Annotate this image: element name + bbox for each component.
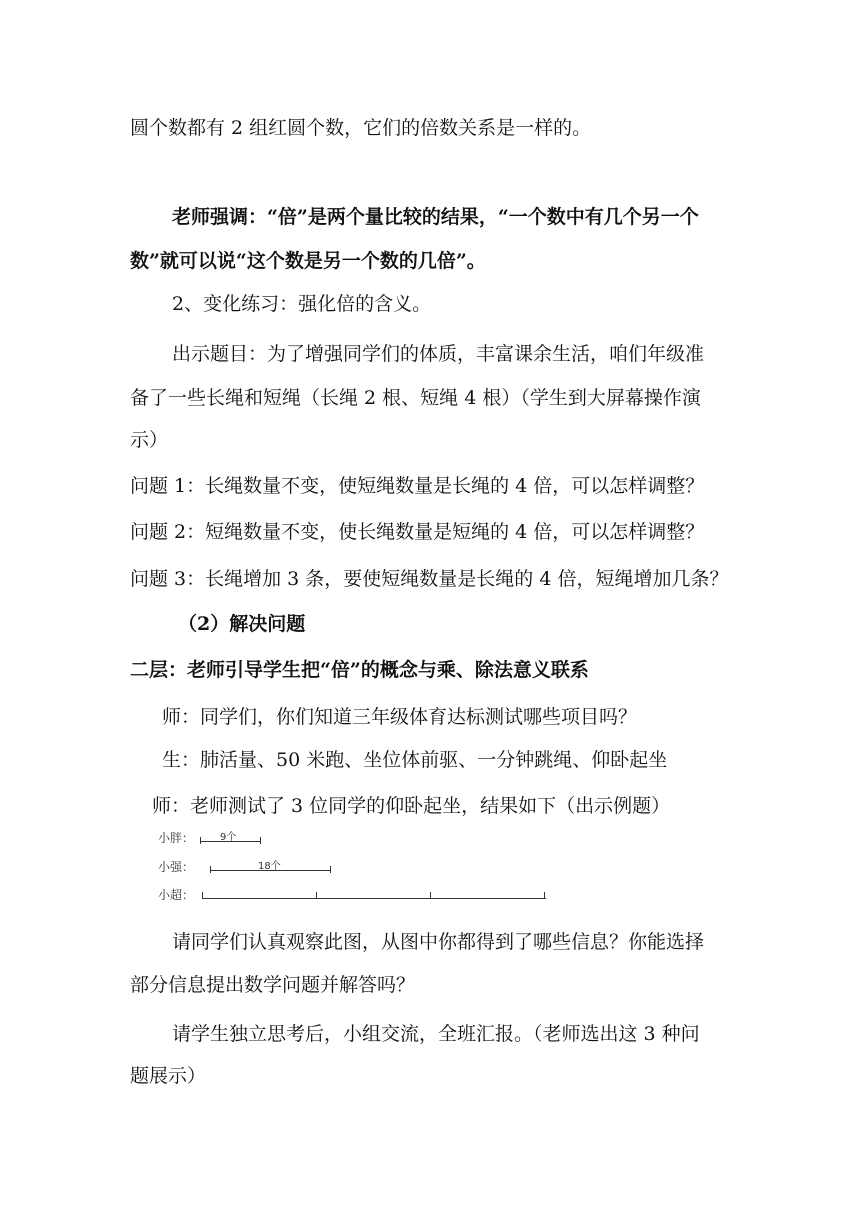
observe-line-1: 请同学们认真观察此图，从图中你都得到了哪些信息？你能选择 (172, 931, 705, 953)
layer-2-heading: 二层：老师引导学生把“倍”的概念与乘、除法意义联系 (130, 659, 589, 681)
fig-label-xiaochao: 小超： (158, 888, 195, 902)
bar-tick (316, 892, 317, 899)
emphasis-line-2: 数”就可以说“这个数是另一个数的几倍”。 (130, 250, 486, 272)
question-2: 问题 2：短绳数量不变，使长绳数量是短绳的 4 倍，可以怎样调整？ (130, 521, 705, 543)
bar-xiaochao (202, 898, 546, 899)
observe-line-2: 部分信息提出数学问题并解答吗？ (130, 974, 416, 996)
discuss-line-2: 题展示） (130, 1065, 207, 1087)
bar-tick (200, 837, 201, 844)
bar-tick (210, 866, 211, 873)
line-1: 圆个数都有 2 组红圆个数，它们的倍数关系是一样的。 (130, 117, 592, 139)
emphasis-line-1: 老师强调：“倍”是两个量比较的结果，“一个数中有几个另一个 (172, 206, 699, 228)
situps-bar-figure (158, 826, 558, 908)
bar-tick (330, 866, 331, 873)
subheading-solve: （2）解决问题 (178, 613, 306, 635)
problem-line-3: 示） (130, 429, 169, 451)
teacher-line-1: 师：同学们，你们知道三年级体育达标测试哪些项目吗？ (162, 706, 638, 728)
discuss-line-1: 请学生独立思考后，小组交流，全班汇报。（老师选出这 3 种问 (172, 1023, 700, 1045)
student-line: 生：肺活量、50 米跑、坐位体前驱、一分钟跳绳、仰卧起坐 (162, 749, 668, 771)
teacher-line-2: 师：老师测试了 3 位同学的仰卧起坐，结果如下（出示例题） (152, 795, 671, 817)
fig-value-xiaoqiang: 18个 (258, 861, 281, 872)
question-1: 问题 1：长绳数量不变，使短绳数量是长绳的 4 倍，可以怎样调整？ (130, 475, 705, 497)
problem-line-1: 出示题目：为了增强同学们的体质，丰富课余生活，咱们年级准 (172, 343, 705, 365)
problem-line-2: 备了一些长绳和短绳（长绳 2 根、短绳 4 根）（学生到大屏幕操作演 (130, 387, 701, 409)
bar-tick (430, 892, 431, 899)
section-2-heading: 2、变化练习：强化倍的含义。 (172, 293, 432, 315)
fig-label-xiaopang: 小胖： (158, 831, 195, 845)
question-3: 问题 3：长绳增加 3 条，要使短绳数量是长绳的 4 倍，短绳增加几条？ (130, 568, 729, 590)
bar-tick (202, 892, 203, 899)
bar-tick (544, 892, 545, 899)
fig-value-xiaopang: 9个 (220, 832, 237, 843)
bar-tick (260, 837, 261, 844)
fig-label-xiaoqiang: 小强： (158, 860, 195, 874)
